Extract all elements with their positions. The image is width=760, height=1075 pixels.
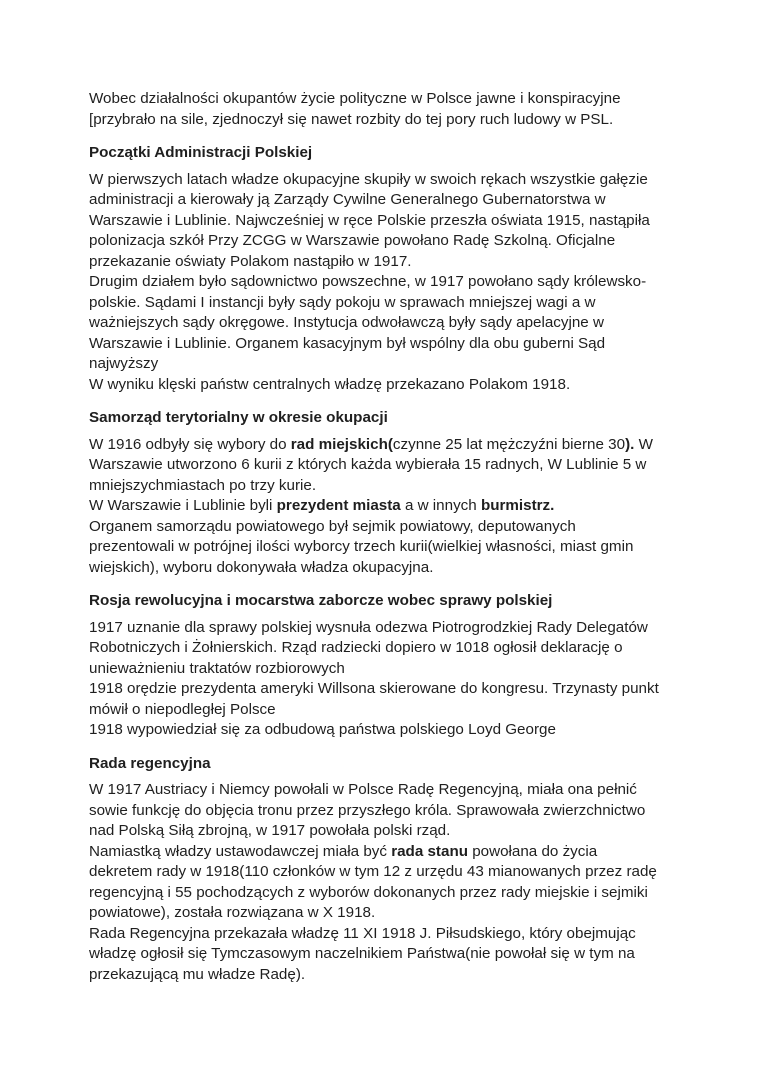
text-run: czynne 25 lat mężczyźni bierne 30 [392,435,626,453]
text-run: a w innych [400,497,481,514]
text-line: mówił o niepodległej Polsce [89,700,276,718]
text-run: W [634,435,653,453]
intro-paragraph [89,89,679,130]
bold-term-prezydent-miasta: prezydent miasta [276,497,401,514]
text-line: Drugim działem było sądownictwo powszechne, w 1917 powołano sądy królewsko- [89,273,647,290]
text-line: unieważnieniu traktatów rozbiorowych [89,659,345,677]
text-line: [przybrało na sile, zjednoczył się nawet rozbity do tej pory ruch ludowy w PSL. [89,110,614,128]
section-body-administracja [89,170,679,396]
text-line: regencyjną i 55 pochodzących z wyborów dokonanych przez rady miejskie i sejmiki [89,883,648,901]
text-line: prezentowali w potrójnej ilości wyborcy trzech kurii(wielkiej własności, miast gmin [89,538,634,555]
text-line: W 1917 Austriacy i Niemcy powołali w Polsce Radę Regencyjną, miała ona pełnić [89,781,637,798]
text-line: Robotniczych i Żołnierskich. Rząd radziecki dopiero w 1018 ogłosił deklarację o [89,639,623,656]
text-line [89,496,679,517]
text-run: W Warszawie i Lublinie byli [89,497,277,514]
text-line: polonizacja szkół Przy ZCGG w Warszawie powołano Radę Szkolną. Oficjalne [89,232,616,249]
text-line: 1917 uznanie dla sprawy polskiej wysnuła odezwa Piotrogrodzkiej Rady Delegatów [89,618,648,636]
text-line: przekazującą mu władze Radę). [89,965,306,983]
section-heading-administracja: Początki Administracji Polskiej [89,144,313,161]
text-line: Wobec działalności okupantów życie polityczne w Polsce jawne i konspiracyjne [89,90,621,107]
bold-term-rad-miejskich: rad miejskich( [290,435,393,453]
text-line: 1918 orędzie prezydenta ameryki Willsona skierowane do kongresu. Trzynasty punkt [89,680,659,697]
text-line: polskie. Sądami I instancji były sądy pokoju w sprawach mniejszej wagi a w [89,293,596,311]
text-line: ważniejszych sądy okręgowe. Instytucja odwoławczą były sądy apelacyjne w [89,314,604,331]
text-line: Rada Regencyjna przekazała władzę 11 XI 1918 J. Piłsudskiego, który obejmując [89,924,636,942]
text-line [89,435,679,456]
section-body-samorzad [89,435,679,579]
bold-term-rada-stanu: rada stanu [391,842,468,860]
text-line: Organem samorządu powiatowego był sejmik powiatowy, deputowanych [89,517,576,535]
text-run: Namiastką władzy ustawodawczej miała być [89,842,392,860]
text-line: administracji a kierowały ją Zarządy Cywilne Generalnego Gubernatorstwa w [89,191,606,208]
text-line: sowie funkcję do objęcia tronu przez przyszłego króla. Sprawowała zwierzchnictwo [89,801,646,819]
text-line: wiejskich), wyboru dokonywała władza okupacyjna. [89,558,434,576]
text-line: W wyniku klęski państw centralnych władzę przekazano Polakom 1918. [89,375,571,393]
text-line: przekazanie oświaty Polakom nastąpiło w 1917. [89,252,412,270]
text-line [89,842,679,863]
section-heading-rada-regencyjna: Rada regencyjna [89,754,211,772]
text-line: Warszawie i Lublinie. Organem kasacyjnym był wspólny dla obu guberni Sąd [89,334,606,352]
text-line: najwyższy [89,355,159,372]
text-line: Warszawie utworzono 6 kurii z których każda wybierała 15 radnych, W Lublinie 5 w [89,456,647,473]
section-heading-rosja: Rosja rewolucyjna i mocarstwa zaborcze wobec sprawy polskiej [89,592,553,609]
text-line: 1918 wypowiedział się za odbudową państwa polskiego Loyd George [89,721,556,738]
text-line: mniejszychmiastach po trzy kurie. [89,476,317,494]
document-page [89,89,679,985]
bold-term-burmistrz: burmistrz. [480,497,555,514]
section-body-rosja [89,618,679,741]
bold-paren: ). [625,435,635,453]
section-body-rada-regencyjna [89,780,679,985]
text-line: Warszawie i Lublinie. Najwcześniej w ręce Polskie przeszła oświata 1915, nastąpiła [89,211,650,229]
text-run: powołana do życia [468,842,598,860]
text-line: dekretem rady w 1918(110 członków w tym 12 z urzędu 43 mianowanych przez radę [89,863,657,880]
text-line: W pierwszych latach władze okupacyjne skupiły w swoich rękach wszystkie gałęzie [89,170,648,188]
text-line: nad Polską Siłą zbrojną, w 1917 powołała polski rząd. [89,822,451,839]
text-run: W 1916 odbyły się wybory do [89,435,291,453]
section-heading-samorzad: Samorząd terytorialny w okresie okupacji [89,409,388,426]
text-line: władzę ogłosił się Tymczasowym naczelnikiem Państwa(nie powołał się w tym na [89,945,635,962]
text-line: powiatowe), została rozwiązana w X 1918. [89,904,376,921]
